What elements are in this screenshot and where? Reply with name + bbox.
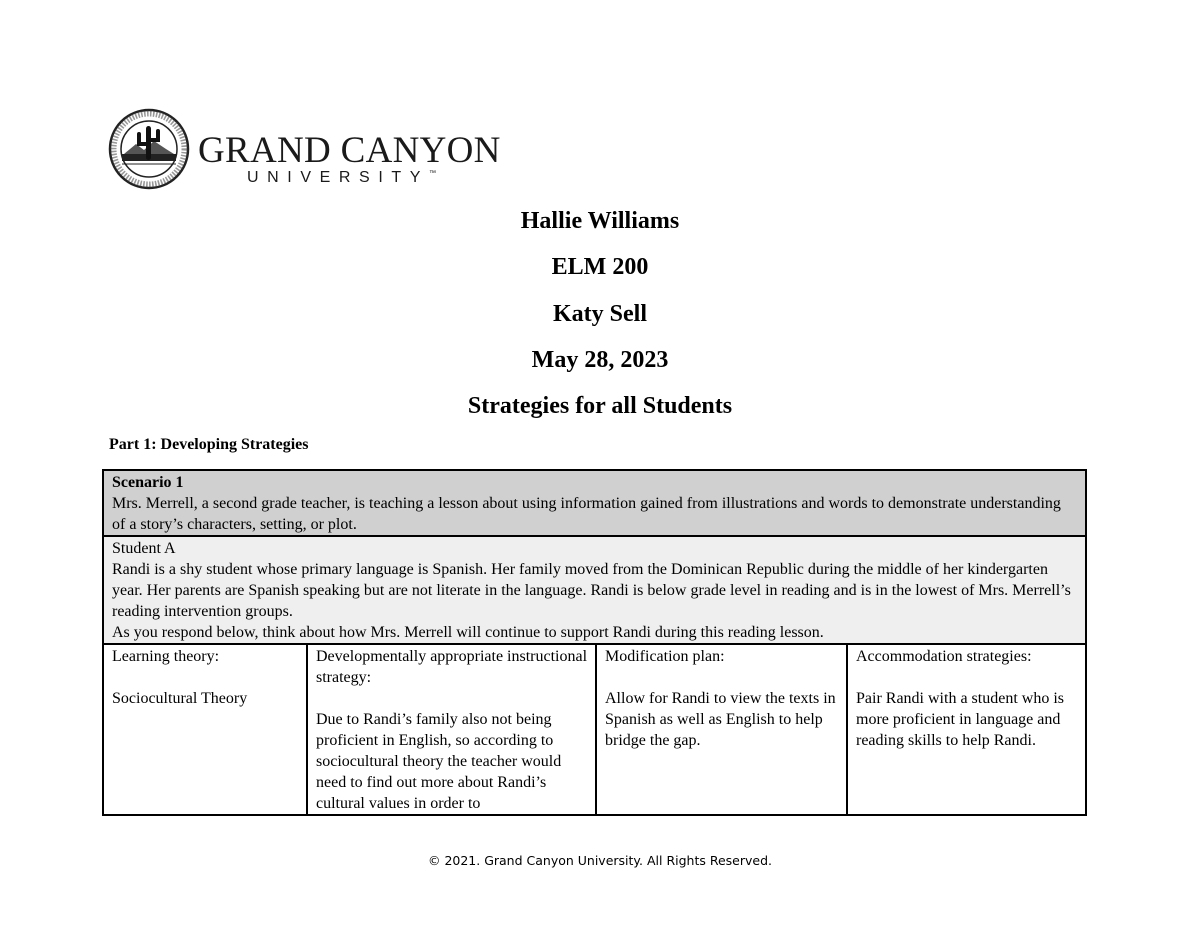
modification-plan-header: Modification plan: bbox=[605, 648, 725, 665]
title-block bbox=[0, 204, 1200, 435]
learning-theory-cell[interactable] bbox=[103, 644, 307, 815]
scenario-text: Mrs. Merrell, a second grade teacher, is teaching a lesson about using information gained from illustrations and words to demonstrate understanding of a story’s characters, setting, or plot. bbox=[112, 495, 1061, 533]
student-instruction: As you respond below, think about how Mrs. Merrell will continue to support Randi during this reading lesson. bbox=[112, 624, 824, 641]
trademark-symbol: ™ bbox=[429, 170, 437, 177]
brand-subname bbox=[247, 170, 436, 186]
copyright-footer: © 2021. Grand Canyon University. All Rights Reserved. bbox=[427, 853, 773, 868]
instructor-name: Katy Sell bbox=[553, 300, 647, 327]
author-name: Hallie Williams bbox=[520, 208, 680, 234]
accommodation-strategies-content: Pair Randi with a student who is more proficient in language and reading skills to help Randi. bbox=[856, 690, 1064, 749]
student-label: Student A bbox=[112, 540, 176, 557]
course-code: ELM 200 bbox=[551, 254, 649, 281]
assignment-title: Strategies for all Students bbox=[467, 393, 733, 420]
accommodation-strategies-header: Accommodation strategies: bbox=[856, 648, 1032, 665]
instructional-strategy-content: Due to Randi’s family also not being proficient in English, so according to sociocultural theory the teacher would need to find out more about Randi’s cultural values in order to bbox=[316, 711, 562, 812]
accommodation-strategies-cell[interactable] bbox=[847, 644, 1086, 815]
university-seal-icon bbox=[108, 108, 190, 190]
student-row bbox=[103, 536, 1086, 644]
scenario-cell bbox=[103, 470, 1086, 536]
strategies-table bbox=[102, 469, 1087, 816]
brand-name: GRAND CANYON bbox=[198, 130, 501, 171]
document-date: May 28, 2023 bbox=[531, 346, 669, 373]
university-logo bbox=[108, 108, 501, 192]
part-heading: Part 1: Developing Strategies bbox=[109, 436, 309, 453]
instructional-strategy-header: Developmentally appropriate instructional strategy: bbox=[316, 648, 588, 686]
brand-subname-text: UNIVERSITY bbox=[247, 169, 430, 186]
student-description: Randi is a shy student whose primary language is Spanish. Her family moved from the Dominican Republic during the middle of her kindergarten year. Her parents are Spanish speaking but are not literate in the language. Randi is below grade level in reading and is in the lowest of Mrs. Merrell’s reading intervention groups. bbox=[112, 561, 1071, 620]
modification-plan-content: Allow for Randi to view the texts in Spanish as well as English to help bridge the gap. bbox=[605, 690, 836, 749]
response-row bbox=[103, 644, 1086, 815]
student-cell bbox=[103, 536, 1086, 644]
learning-theory-header: Learning theory: bbox=[112, 648, 220, 665]
scenario-row bbox=[103, 470, 1086, 536]
instructional-strategy-cell[interactable] bbox=[307, 644, 596, 815]
scenario-title: Scenario 1 bbox=[112, 474, 184, 491]
learning-theory-content: Sociocultural Theory bbox=[112, 690, 248, 707]
modification-plan-cell[interactable] bbox=[596, 644, 847, 815]
